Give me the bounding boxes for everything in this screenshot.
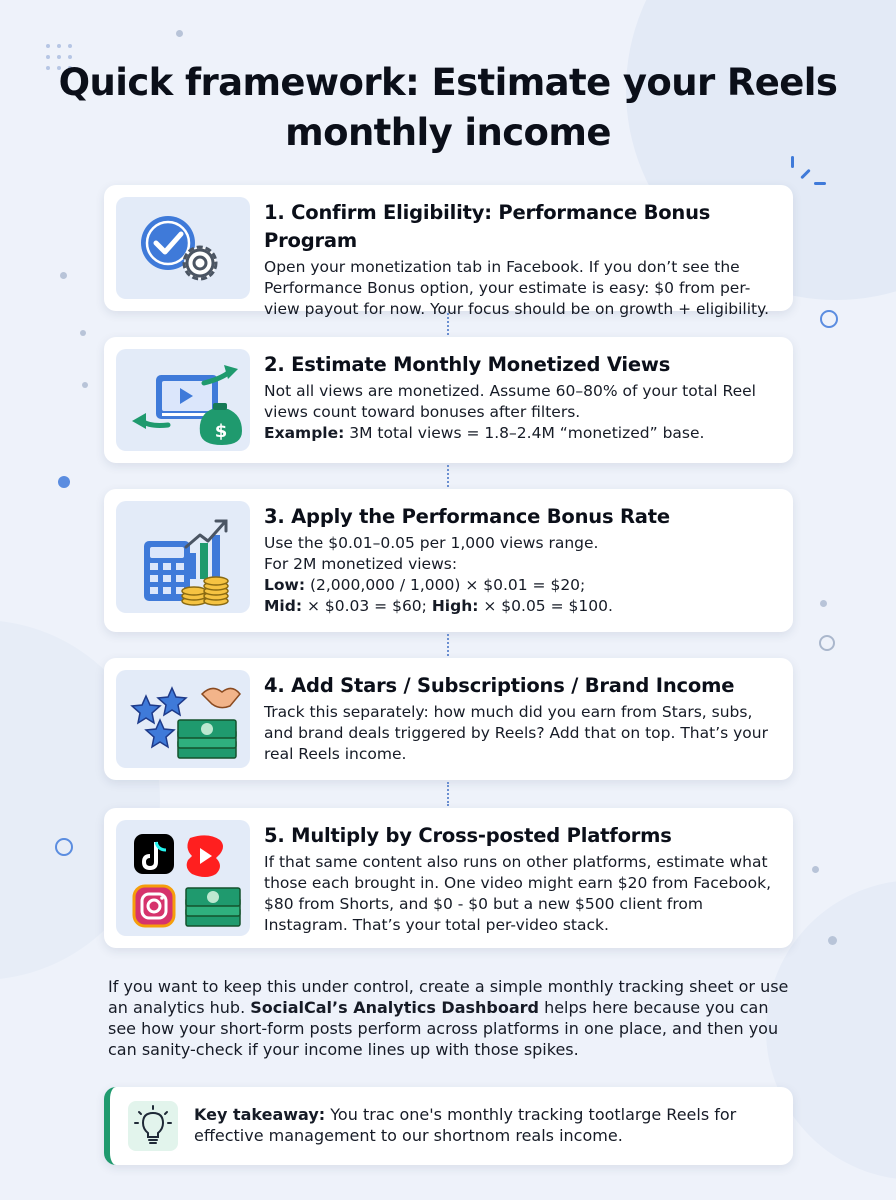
svg-text:$: $ (214, 421, 228, 442)
dot-decoration (80, 330, 86, 336)
step-line: For 2M monetized views: (264, 555, 458, 573)
low-text: (2,000,000 / 1,000) × $0.01 = $20; (305, 576, 586, 594)
analytics-dashboard-mention: SocialCal’s Analytics Dashboard (250, 998, 539, 1017)
example-text: 3M total views = 1.8–2.4M “monetized” base. (344, 424, 705, 442)
dot-decoration (82, 382, 88, 388)
social-platforms-cash-icon (116, 820, 250, 936)
high-label: High: (431, 597, 479, 615)
step-connector (447, 634, 449, 656)
dot-decoration (828, 936, 837, 945)
outro-text: helps here because you can see how your short-form posts perform across platforms in one place, and then you can sanity-check if your income lines up with those spikes. (108, 998, 779, 1059)
dot-decoration (60, 272, 67, 279)
sparkle-decoration (790, 156, 830, 196)
step-card-1 (104, 185, 793, 318)
dot-decoration (176, 30, 183, 37)
ring-decoration (820, 310, 838, 328)
calculator-chart-coins-icon (116, 501, 250, 613)
step-body (264, 533, 779, 617)
step-heading: 2. Estimate Monthly Monetized Views (264, 353, 671, 376)
dot-decoration (820, 600, 827, 607)
step-body: Open your monetization tab in Facebook. If you don’t see the Performance Bonus option, your estimate is easy: $0 from per-view payout for now. Your focus should be on growth + eligibility. (264, 258, 770, 318)
step-card-5 (104, 808, 793, 948)
outro-paragraph (108, 976, 798, 1060)
step-body: If that same content also runs on other platforms, estimate what those each brought in. One video might earn $20 from Facebook, $80 from Shorts, and $0 - $0 but a new $500 client from Instagram. That’s your total per-video stack. (264, 853, 772, 934)
high-text: × $0.05 = $100. (478, 597, 613, 615)
step-connector (447, 465, 449, 487)
step-body: Track this separately: how much did you earn from Stars, subs, and brand deals triggered by Reels? Add that on top. That’s your real Reels income. (264, 703, 768, 763)
dot-decoration (812, 866, 819, 873)
low-label: Low: (264, 576, 306, 594)
step-heading: 4. Add Stars / Subscriptions / Brand Income (264, 674, 735, 697)
step-card-3 (104, 489, 793, 632)
example-label: Example: (264, 424, 345, 442)
step-line: Use the $0.01–0.05 per 1,000 views range. (264, 534, 599, 552)
step-connector (447, 782, 449, 806)
takeaway-label: Key takeaway: (194, 1105, 326, 1124)
step-card-2 (104, 337, 793, 463)
step-heading: 5. Multiply by Cross-posted Platforms (264, 824, 672, 847)
ring-decoration (55, 838, 73, 856)
mid-label: Mid: (264, 597, 303, 615)
step-card-4 (104, 658, 793, 780)
key-takeaway-box (104, 1087, 793, 1165)
dot-decoration (58, 476, 70, 488)
mid-text: × $0.03 = $60; (302, 597, 432, 615)
stars-handshake-cash-icon (116, 670, 250, 768)
outro-text: If you want to keep this under control, create a simple monthly tracking sheet or use an analytics hub. (108, 977, 789, 1017)
step-heading: 3. Apply the Performance Bonus Rate (264, 505, 670, 528)
video-player-money-icon (116, 349, 250, 451)
page-title: Quick framework: Estimate your Reels monthly income (58, 61, 838, 154)
checkmark-gear-icon (116, 197, 250, 299)
step-heading: 1. Confirm Eligibility: Performance Bonus Program (264, 201, 711, 252)
takeaway-body: You trac one's monthly tracking tootlarge Reels for effective management to our shortnom reals income. (194, 1105, 737, 1145)
ring-decoration (819, 635, 835, 651)
step-connector (447, 313, 449, 335)
takeaway-text (194, 1104, 777, 1146)
step-body-text: Not all views are monetized. Assume 60–80% of your total Reel views count toward bonuses after filters. (264, 382, 756, 421)
lightbulb-icon (128, 1101, 178, 1151)
step-body (264, 381, 779, 444)
